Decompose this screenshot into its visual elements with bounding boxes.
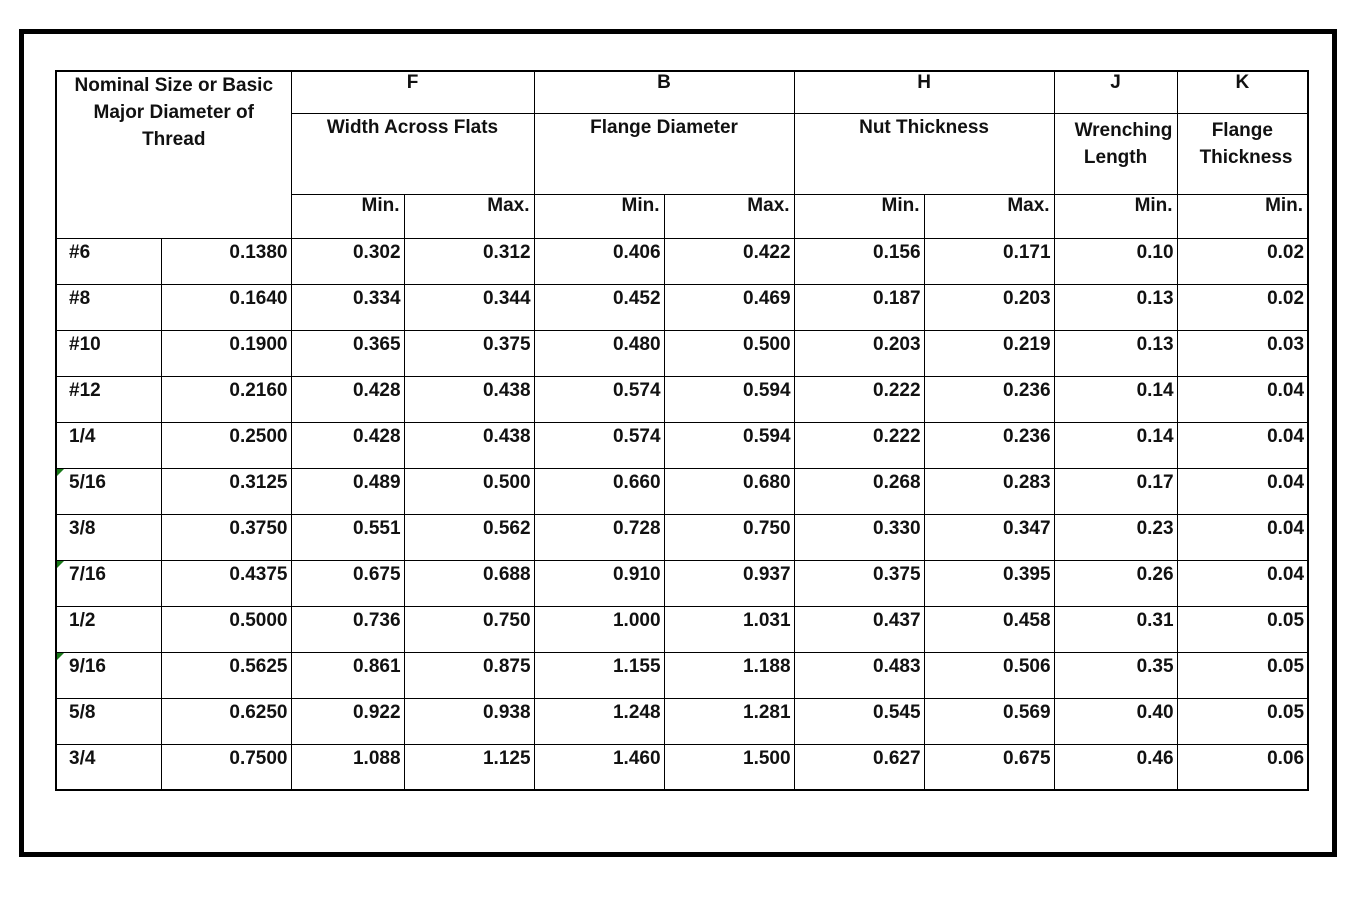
nominal-size-text: 3/8 xyxy=(69,517,96,539)
h-max-cell: 0.236 xyxy=(924,376,1054,422)
b-max-cell: 0.469 xyxy=(664,284,794,330)
f-min-cell: 0.428 xyxy=(291,422,404,468)
b-min-cell: 0.728 xyxy=(534,514,664,560)
f-min-cell: 0.675 xyxy=(291,560,404,606)
b-max-cell: 0.500 xyxy=(664,330,794,376)
f-max-cell: 0.438 xyxy=(404,376,534,422)
b-min-header: Min. xyxy=(534,194,664,238)
nominal-size-cell xyxy=(56,606,161,652)
f-min-cell: 0.551 xyxy=(291,514,404,560)
flange-nut-dimensions-table xyxy=(55,70,1309,791)
j-min-header: Min. xyxy=(1054,194,1177,238)
k-min-cell: 0.04 xyxy=(1177,514,1308,560)
nominal-size-cell xyxy=(56,376,161,422)
h-max-header: Max. xyxy=(924,194,1054,238)
table-row xyxy=(56,330,1308,376)
f-min-header: Min. xyxy=(291,194,404,238)
h-min-cell: 0.187 xyxy=(794,284,924,330)
nominal-size-cell xyxy=(56,330,161,376)
f-max-cell: 1.125 xyxy=(404,744,534,790)
nominal-size-text: 1/4 xyxy=(69,425,96,447)
b-max-cell: 0.594 xyxy=(664,376,794,422)
group-title-flange-diameter: Flange Diameter xyxy=(534,113,794,194)
f-max-cell: 0.438 xyxy=(404,422,534,468)
b-min-cell: 0.406 xyxy=(534,238,664,284)
basic-major-diameter-cell: 0.1380 xyxy=(161,238,291,284)
b-min-cell: 0.660 xyxy=(534,468,664,514)
f-max-cell: 0.938 xyxy=(404,698,534,744)
f-min-cell: 0.861 xyxy=(291,652,404,698)
nominal-size-text: 5/8 xyxy=(69,701,96,723)
h-min-cell: 0.268 xyxy=(794,468,924,514)
nominal-size-cell xyxy=(56,698,161,744)
h-max-cell: 0.395 xyxy=(924,560,1054,606)
h-min-cell: 0.222 xyxy=(794,422,924,468)
group-title-width-across-flats: Width Across Flats xyxy=(291,113,534,194)
f-min-cell: 0.334 xyxy=(291,284,404,330)
b-max-cell: 1.031 xyxy=(664,606,794,652)
f-min-cell: 0.365 xyxy=(291,330,404,376)
table-row xyxy=(56,606,1308,652)
b-min-cell: 1.460 xyxy=(534,744,664,790)
b-min-cell: 1.155 xyxy=(534,652,664,698)
h-max-cell: 0.171 xyxy=(924,238,1054,284)
table-row xyxy=(56,698,1308,744)
group-title-nut-thickness: Nut Thickness xyxy=(794,113,1054,194)
nominal-size-cell xyxy=(56,284,161,330)
nominal-size-text: 7/16 xyxy=(69,563,106,585)
f-min-cell: 0.922 xyxy=(291,698,404,744)
group-title-flange-thickness: Flange Thickness xyxy=(1177,113,1308,194)
b-max-cell: 1.281 xyxy=(664,698,794,744)
h-max-cell: 0.236 xyxy=(924,422,1054,468)
j-min-cell: 0.31 xyxy=(1054,606,1177,652)
nominal-size-text: #10 xyxy=(69,333,101,355)
nominal-size-text: #6 xyxy=(69,241,91,263)
b-max-cell: 1.500 xyxy=(664,744,794,790)
f-max-cell: 0.375 xyxy=(404,330,534,376)
h-min-cell: 0.203 xyxy=(794,330,924,376)
table-row xyxy=(56,560,1308,606)
k-min-cell: 0.04 xyxy=(1177,560,1308,606)
h-min-cell: 0.627 xyxy=(794,744,924,790)
j-min-cell: 0.40 xyxy=(1054,698,1177,744)
basic-major-diameter-cell: 0.2160 xyxy=(161,376,291,422)
h-max-cell: 0.347 xyxy=(924,514,1054,560)
basic-major-diameter-cell: 0.5000 xyxy=(161,606,291,652)
b-max-cell: 0.422 xyxy=(664,238,794,284)
nominal-size-cell xyxy=(56,468,161,514)
h-max-cell: 0.675 xyxy=(924,744,1054,790)
f-min-cell: 1.088 xyxy=(291,744,404,790)
f-max-cell: 0.688 xyxy=(404,560,534,606)
nominal-size-text: 5/16 xyxy=(69,471,106,493)
f-max-cell: 0.312 xyxy=(404,238,534,284)
basic-major-diameter-cell: 0.4375 xyxy=(161,560,291,606)
b-min-cell: 0.574 xyxy=(534,376,664,422)
table-body xyxy=(56,238,1308,790)
h-min-header: Min. xyxy=(794,194,924,238)
f-min-cell: 0.489 xyxy=(291,468,404,514)
h-min-cell: 0.222 xyxy=(794,376,924,422)
h-max-cell: 0.458 xyxy=(924,606,1054,652)
b-max-cell: 1.188 xyxy=(664,652,794,698)
b-min-cell: 0.452 xyxy=(534,284,664,330)
j-min-cell: 0.10 xyxy=(1054,238,1177,284)
b-max-cell: 0.937 xyxy=(664,560,794,606)
header-row-letters xyxy=(56,71,1308,113)
b-max-cell: 0.750 xyxy=(664,514,794,560)
h-min-cell: 0.156 xyxy=(794,238,924,284)
f-max-cell: 0.344 xyxy=(404,284,534,330)
nominal-size-text: 9/16 xyxy=(69,655,106,677)
basic-major-diameter-cell: 0.3125 xyxy=(161,468,291,514)
f-min-cell: 0.736 xyxy=(291,606,404,652)
k-min-cell: 0.02 xyxy=(1177,284,1308,330)
h-max-cell: 0.219 xyxy=(924,330,1054,376)
j-min-cell: 0.14 xyxy=(1054,422,1177,468)
table-row xyxy=(56,284,1308,330)
table-row xyxy=(56,422,1308,468)
h-min-cell: 0.330 xyxy=(794,514,924,560)
nominal-size-cell xyxy=(56,422,161,468)
basic-major-diameter-cell: 0.1900 xyxy=(161,330,291,376)
b-min-cell: 0.574 xyxy=(534,422,664,468)
k-min-cell: 0.04 xyxy=(1177,468,1308,514)
cell-comment-marker-icon xyxy=(57,469,64,476)
cell-comment-marker-icon xyxy=(57,653,64,660)
table-row xyxy=(56,744,1308,790)
b-max-cell: 0.680 xyxy=(664,468,794,514)
b-min-cell: 0.910 xyxy=(534,560,664,606)
table-row xyxy=(56,238,1308,284)
h-max-cell: 0.569 xyxy=(924,698,1054,744)
basic-major-diameter-cell: 0.2500 xyxy=(161,422,291,468)
group-letter-h: H xyxy=(794,71,1054,113)
j-min-cell: 0.23 xyxy=(1054,514,1177,560)
table-row xyxy=(56,514,1308,560)
b-max-cell: 0.594 xyxy=(664,422,794,468)
table-row xyxy=(56,468,1308,514)
b-min-cell: 1.248 xyxy=(534,698,664,744)
k-min-cell: 0.05 xyxy=(1177,698,1308,744)
basic-major-diameter-cell: 0.7500 xyxy=(161,744,291,790)
j-min-cell: 0.17 xyxy=(1054,468,1177,514)
j-min-cell: 0.46 xyxy=(1054,744,1177,790)
basic-major-diameter-cell: 0.3750 xyxy=(161,514,291,560)
nominal-size-text: 1/2 xyxy=(69,609,96,631)
basic-major-diameter-cell: 0.1640 xyxy=(161,284,291,330)
k-min-cell: 0.05 xyxy=(1177,652,1308,698)
table-row xyxy=(56,376,1308,422)
f-min-cell: 0.428 xyxy=(291,376,404,422)
nominal-size-cell xyxy=(56,514,161,560)
f-max-cell: 0.562 xyxy=(404,514,534,560)
group-letter-f: F xyxy=(291,71,534,113)
k-min-cell: 0.03 xyxy=(1177,330,1308,376)
j-min-cell: 0.13 xyxy=(1054,330,1177,376)
k-min-cell: 0.04 xyxy=(1177,422,1308,468)
h-max-cell: 0.203 xyxy=(924,284,1054,330)
group-letter-j: J xyxy=(1054,71,1177,113)
b-min-cell: 1.000 xyxy=(534,606,664,652)
nominal-size-cell xyxy=(56,744,161,790)
j-min-cell: 0.14 xyxy=(1054,376,1177,422)
group-letter-b: B xyxy=(534,71,794,113)
nominal-size-cell xyxy=(56,238,161,284)
k-min-cell: 0.05 xyxy=(1177,606,1308,652)
basic-major-diameter-cell: 0.5625 xyxy=(161,652,291,698)
basic-major-diameter-cell: 0.6250 xyxy=(161,698,291,744)
h-max-cell: 0.506 xyxy=(924,652,1054,698)
f-max-cell: 0.875 xyxy=(404,652,534,698)
k-min-header: Min. xyxy=(1177,194,1308,238)
cell-comment-marker-icon xyxy=(57,561,64,568)
k-min-cell: 0.04 xyxy=(1177,376,1308,422)
b-max-header: Max. xyxy=(664,194,794,238)
h-min-cell: 0.437 xyxy=(794,606,924,652)
f-max-header: Max. xyxy=(404,194,534,238)
group-title-wrenching-length: Wrenching Length xyxy=(1054,113,1177,194)
nominal-size-header: Nominal Size or Basic Major Diameter of Thread xyxy=(56,71,291,238)
f-max-cell: 0.500 xyxy=(404,468,534,514)
group-letter-k: K xyxy=(1177,71,1308,113)
h-min-cell: 0.483 xyxy=(794,652,924,698)
b-min-cell: 0.480 xyxy=(534,330,664,376)
f-min-cell: 0.302 xyxy=(291,238,404,284)
j-min-cell: 0.35 xyxy=(1054,652,1177,698)
nominal-size-cell xyxy=(56,560,161,606)
h-min-cell: 0.545 xyxy=(794,698,924,744)
nominal-size-text: #12 xyxy=(69,379,101,401)
k-min-cell: 0.06 xyxy=(1177,744,1308,790)
nominal-size-text: #8 xyxy=(69,287,91,309)
table-row xyxy=(56,652,1308,698)
nominal-size-cell xyxy=(56,652,161,698)
j-min-cell: 0.26 xyxy=(1054,560,1177,606)
h-min-cell: 0.375 xyxy=(794,560,924,606)
nominal-size-text: 3/4 xyxy=(69,747,96,769)
h-max-cell: 0.283 xyxy=(924,468,1054,514)
k-min-cell: 0.02 xyxy=(1177,238,1308,284)
j-min-cell: 0.13 xyxy=(1054,284,1177,330)
f-max-cell: 0.750 xyxy=(404,606,534,652)
